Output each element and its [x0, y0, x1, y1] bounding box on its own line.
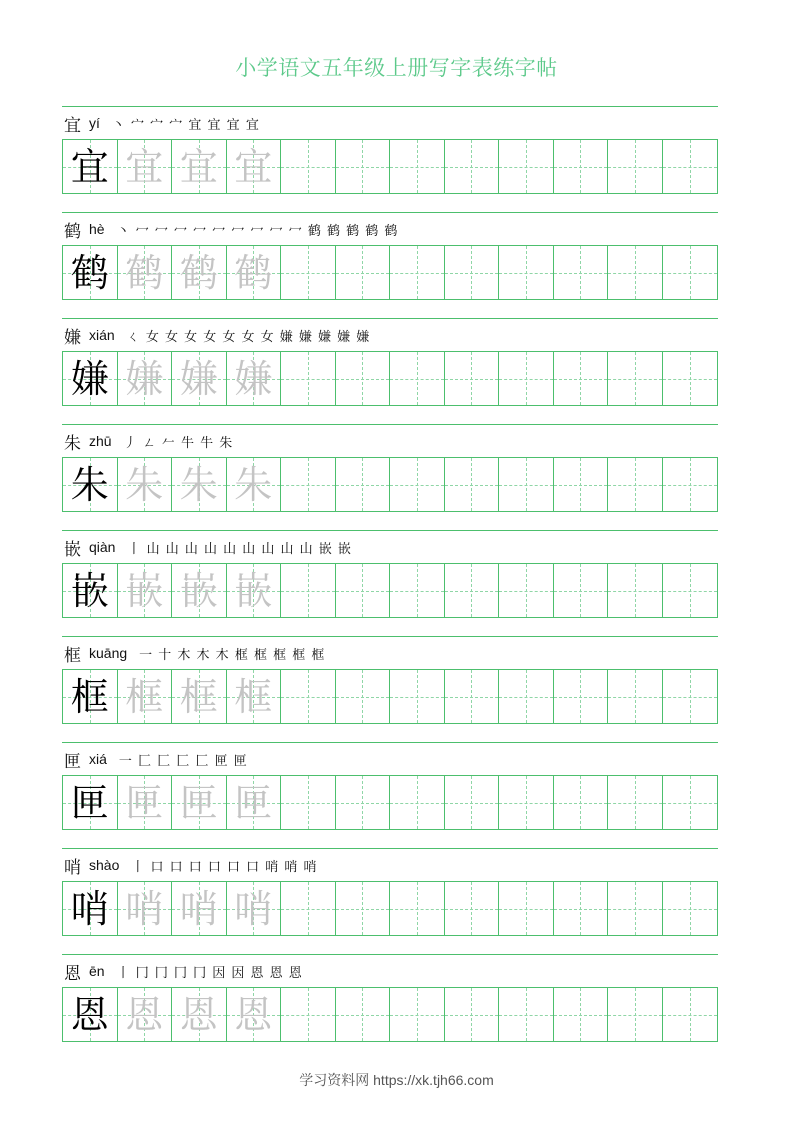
row-header — [64, 536, 352, 558]
trace-cell — [227, 776, 282, 829]
header-char: 哨 — [64, 857, 81, 878]
blank-cell[interactable] — [390, 564, 445, 617]
blank-cell[interactable] — [445, 776, 500, 829]
trace-character: 恩 — [125, 992, 164, 1037]
trace-character: 宜 — [179, 144, 218, 189]
trace-cell — [227, 352, 282, 405]
practice-row — [62, 318, 718, 414]
row-header — [64, 324, 370, 346]
blank-cell[interactable] — [663, 140, 718, 193]
blank-cell[interactable] — [390, 458, 445, 511]
trace-cell — [172, 352, 227, 405]
blank-cell[interactable] — [281, 670, 336, 723]
practice-row — [62, 530, 718, 626]
blank-cell[interactable] — [281, 246, 336, 299]
writing-grid — [62, 245, 718, 300]
row-header — [64, 960, 303, 982]
trace-character: 嵌 — [125, 568, 164, 613]
trace-character: 框 — [234, 674, 273, 719]
header-pinyin: zhū — [89, 433, 112, 449]
trace-cell — [118, 458, 173, 511]
trace-cell — [172, 246, 227, 299]
blank-cell[interactable] — [608, 776, 663, 829]
trace-character: 恩 — [234, 992, 273, 1037]
row-header — [64, 642, 325, 664]
blank-cell[interactable] — [390, 670, 445, 723]
blank-cell[interactable] — [663, 988, 718, 1041]
trace-character: 框 — [125, 674, 164, 719]
model-cell — [63, 882, 118, 935]
writing-grid — [62, 139, 718, 194]
trace-cell — [172, 564, 227, 617]
blank-cell[interactable] — [445, 140, 500, 193]
row-divider — [62, 848, 718, 849]
model-cell — [63, 670, 118, 723]
blank-cell[interactable] — [554, 670, 609, 723]
blank-cell[interactable] — [336, 776, 391, 829]
model-character: 哨 — [70, 886, 109, 931]
model-character: 框 — [70, 674, 109, 719]
trace-character: 嫌 — [234, 356, 273, 401]
header-char: 朱 — [64, 433, 81, 454]
trace-character: 恩 — [179, 992, 218, 1037]
model-cell — [63, 564, 118, 617]
blank-cell[interactable] — [608, 140, 663, 193]
blank-cell[interactable] — [663, 246, 718, 299]
blank-cell[interactable] — [390, 882, 445, 935]
header-pinyin: shào — [89, 857, 120, 873]
blank-cell[interactable] — [336, 352, 391, 405]
blank-cell[interactable] — [608, 458, 663, 511]
blank-cell[interactable] — [608, 988, 663, 1041]
blank-cell[interactable] — [499, 776, 554, 829]
trace-cell — [172, 670, 227, 723]
page-title: 小学语文五年级上册写字表练字帖 — [235, 56, 558, 80]
trace-cell — [227, 246, 282, 299]
stroke-order: 一 十 木 木 木 框 框 框 框 框 — [139, 647, 326, 663]
blank-cell[interactable] — [336, 458, 391, 511]
writing-grid — [62, 881, 718, 936]
trace-character: 宜 — [234, 144, 273, 189]
model-cell — [63, 458, 118, 511]
header-char: 嫌 — [64, 327, 81, 348]
writing-grid — [62, 987, 718, 1042]
header-char: 嵌 — [64, 539, 81, 560]
stroke-order: 丨 冂 冂 冂 冂 因 因 恩 恩 恩 — [116, 965, 303, 981]
blank-cell[interactable] — [554, 776, 609, 829]
row-header — [64, 430, 233, 452]
row-header — [64, 854, 318, 876]
row-header — [64, 218, 398, 240]
blank-cell[interactable] — [499, 882, 554, 935]
blank-cell[interactable] — [663, 776, 718, 829]
blank-cell[interactable] — [336, 246, 391, 299]
model-cell — [63, 140, 118, 193]
header-pinyin: xiá — [89, 751, 107, 767]
row-header — [64, 112, 260, 134]
blank-cell[interactable] — [390, 988, 445, 1041]
trace-character: 哨 — [125, 886, 164, 931]
model-cell — [63, 246, 118, 299]
blank-cell[interactable] — [554, 352, 609, 405]
header-char: 鹤 — [64, 221, 81, 242]
blank-cell[interactable] — [390, 140, 445, 193]
stroke-order: 丶 冖 冖 冖 冖 冖 冖 冖 冖 冖 鹤 鹤 鹤 鹤 鹤 — [116, 223, 399, 239]
stroke-order: 丿 ㄥ 𠂉 牛 牛 朱 — [123, 435, 234, 451]
row-divider — [62, 954, 718, 955]
header-pinyin: xián — [89, 327, 115, 343]
row-divider — [62, 636, 718, 637]
blank-cell[interactable] — [336, 564, 391, 617]
writing-grid — [62, 775, 718, 830]
trace-character: 匣 — [234, 780, 273, 825]
blank-cell[interactable] — [390, 246, 445, 299]
blank-cell[interactable] — [445, 670, 500, 723]
trace-character: 鹤 — [179, 250, 218, 295]
writing-grid — [62, 563, 718, 618]
blank-cell[interactable] — [445, 246, 500, 299]
blank-cell[interactable] — [608, 246, 663, 299]
blank-cell[interactable] — [445, 458, 500, 511]
row-divider — [62, 424, 718, 425]
header-char: 框 — [64, 645, 81, 666]
blank-cell[interactable] — [281, 140, 336, 193]
footer-site: 学习资料网 https://xk.tjh66.com — [299, 1072, 494, 1088]
blank-cell[interactable] — [445, 988, 500, 1041]
practice-row — [62, 424, 718, 520]
trace-cell — [172, 140, 227, 193]
blank-cell[interactable] — [281, 776, 336, 829]
trace-character: 嵌 — [179, 568, 218, 613]
trace-character: 宜 — [125, 144, 164, 189]
blank-cell[interactable] — [554, 882, 609, 935]
blank-cell[interactable] — [499, 352, 554, 405]
page-footer — [0, 1070, 793, 1090]
blank-cell[interactable] — [608, 670, 663, 723]
model-cell — [63, 776, 118, 829]
trace-cell — [118, 352, 173, 405]
blank-cell[interactable] — [554, 988, 609, 1041]
trace-cell — [118, 564, 173, 617]
trace-character: 嵌 — [234, 568, 273, 613]
header-pinyin: qiàn — [89, 539, 116, 555]
writing-grid — [62, 669, 718, 724]
model-character: 宜 — [70, 144, 109, 189]
model-cell — [63, 352, 118, 405]
trace-character: 哨 — [179, 886, 218, 931]
trace-cell — [172, 776, 227, 829]
header-char: 匣 — [64, 751, 81, 772]
blank-cell[interactable] — [608, 564, 663, 617]
practice-row — [62, 212, 718, 308]
blank-cell[interactable] — [663, 458, 718, 511]
trace-cell — [118, 140, 173, 193]
row-divider — [62, 318, 718, 319]
model-character: 嵌 — [70, 568, 109, 613]
blank-cell[interactable] — [336, 140, 391, 193]
blank-cell[interactable] — [445, 352, 500, 405]
writing-grid — [62, 351, 718, 406]
blank-cell[interactable] — [499, 140, 554, 193]
trace-cell — [227, 140, 282, 193]
writing-grid — [62, 457, 718, 512]
model-cell — [63, 988, 118, 1041]
blank-cell[interactable] — [663, 670, 718, 723]
stroke-order: 丶 宀 宀 宀 宜 宜 宜 宜 — [111, 117, 260, 133]
trace-character: 朱 — [179, 462, 218, 507]
trace-cell — [118, 882, 173, 935]
trace-character: 朱 — [234, 462, 273, 507]
practice-row — [62, 954, 718, 1050]
model-character: 恩 — [70, 992, 109, 1037]
trace-cell — [172, 458, 227, 511]
model-character: 朱 — [70, 462, 109, 507]
trace-cell — [118, 776, 173, 829]
row-divider — [62, 530, 718, 531]
trace-character: 鹤 — [125, 250, 164, 295]
blank-cell[interactable] — [499, 564, 554, 617]
blank-cell[interactable] — [554, 246, 609, 299]
trace-cell — [227, 882, 282, 935]
stroke-order: 丨 口 口 口 口 口 口 哨 哨 哨 — [131, 859, 318, 875]
blank-cell[interactable] — [336, 882, 391, 935]
header-char: 宜 — [64, 115, 81, 136]
row-divider — [62, 742, 718, 743]
header-pinyin: ēn — [89, 963, 105, 979]
blank-cell[interactable] — [390, 352, 445, 405]
practice-row — [62, 636, 718, 732]
stroke-order: ㄑ 女 女 女 女 女 女 女 嫌 嫌 嫌 嫌 嫌 — [126, 329, 371, 345]
trace-cell — [227, 988, 282, 1041]
practice-row — [62, 742, 718, 838]
header-pinyin: yí — [89, 115, 100, 131]
trace-character: 匣 — [125, 780, 164, 825]
trace-cell — [172, 882, 227, 935]
blank-cell[interactable] — [499, 670, 554, 723]
model-character: 嫌 — [70, 356, 109, 401]
row-divider — [62, 212, 718, 213]
trace-cell — [172, 988, 227, 1041]
practice-row — [62, 106, 718, 202]
blank-cell[interactable] — [336, 670, 391, 723]
blank-cell[interactable] — [663, 564, 718, 617]
stroke-order: 一 匚 匚 匚 匚 匣 匣 — [118, 753, 248, 769]
blank-cell[interactable] — [608, 882, 663, 935]
blank-cell[interactable] — [499, 246, 554, 299]
model-character: 鹤 — [70, 250, 109, 295]
trace-cell — [227, 670, 282, 723]
blank-cell[interactable] — [663, 352, 718, 405]
stroke-order: 丨 山 山 山 山 山 山 山 山 山 嵌 嵌 — [127, 541, 352, 557]
header-char: 恩 — [64, 963, 81, 984]
blank-cell[interactable] — [554, 140, 609, 193]
trace-character: 鹤 — [234, 250, 273, 295]
model-character: 匣 — [70, 780, 109, 825]
blank-cell[interactable] — [445, 564, 500, 617]
trace-character: 嫌 — [179, 356, 218, 401]
blank-cell[interactable] — [281, 352, 336, 405]
trace-cell — [227, 458, 282, 511]
trace-character: 哨 — [234, 886, 273, 931]
trace-character: 匣 — [179, 780, 218, 825]
blank-cell[interactable] — [281, 458, 336, 511]
trace-character: 朱 — [125, 462, 164, 507]
blank-cell[interactable] — [336, 988, 391, 1041]
trace-character: 嫌 — [125, 356, 164, 401]
trace-character: 框 — [179, 674, 218, 719]
blank-cell[interactable] — [390, 776, 445, 829]
blank-cell[interactable] — [281, 988, 336, 1041]
header-pinyin: kuāng — [89, 645, 128, 661]
trace-cell — [118, 988, 173, 1041]
blank-cell[interactable] — [281, 882, 336, 935]
blank-cell[interactable] — [554, 458, 609, 511]
trace-cell — [118, 670, 173, 723]
blank-cell[interactable] — [663, 882, 718, 935]
practice-row — [62, 848, 718, 944]
trace-cell — [227, 564, 282, 617]
header-pinyin: hè — [89, 221, 105, 237]
row-header — [64, 748, 248, 770]
trace-cell — [118, 246, 173, 299]
blank-cell[interactable] — [499, 988, 554, 1041]
row-divider — [62, 106, 718, 107]
blank-cell[interactable] — [608, 352, 663, 405]
blank-cell[interactable] — [554, 564, 609, 617]
blank-cell[interactable] — [281, 564, 336, 617]
blank-cell[interactable] — [499, 458, 554, 511]
blank-cell[interactable] — [445, 882, 500, 935]
